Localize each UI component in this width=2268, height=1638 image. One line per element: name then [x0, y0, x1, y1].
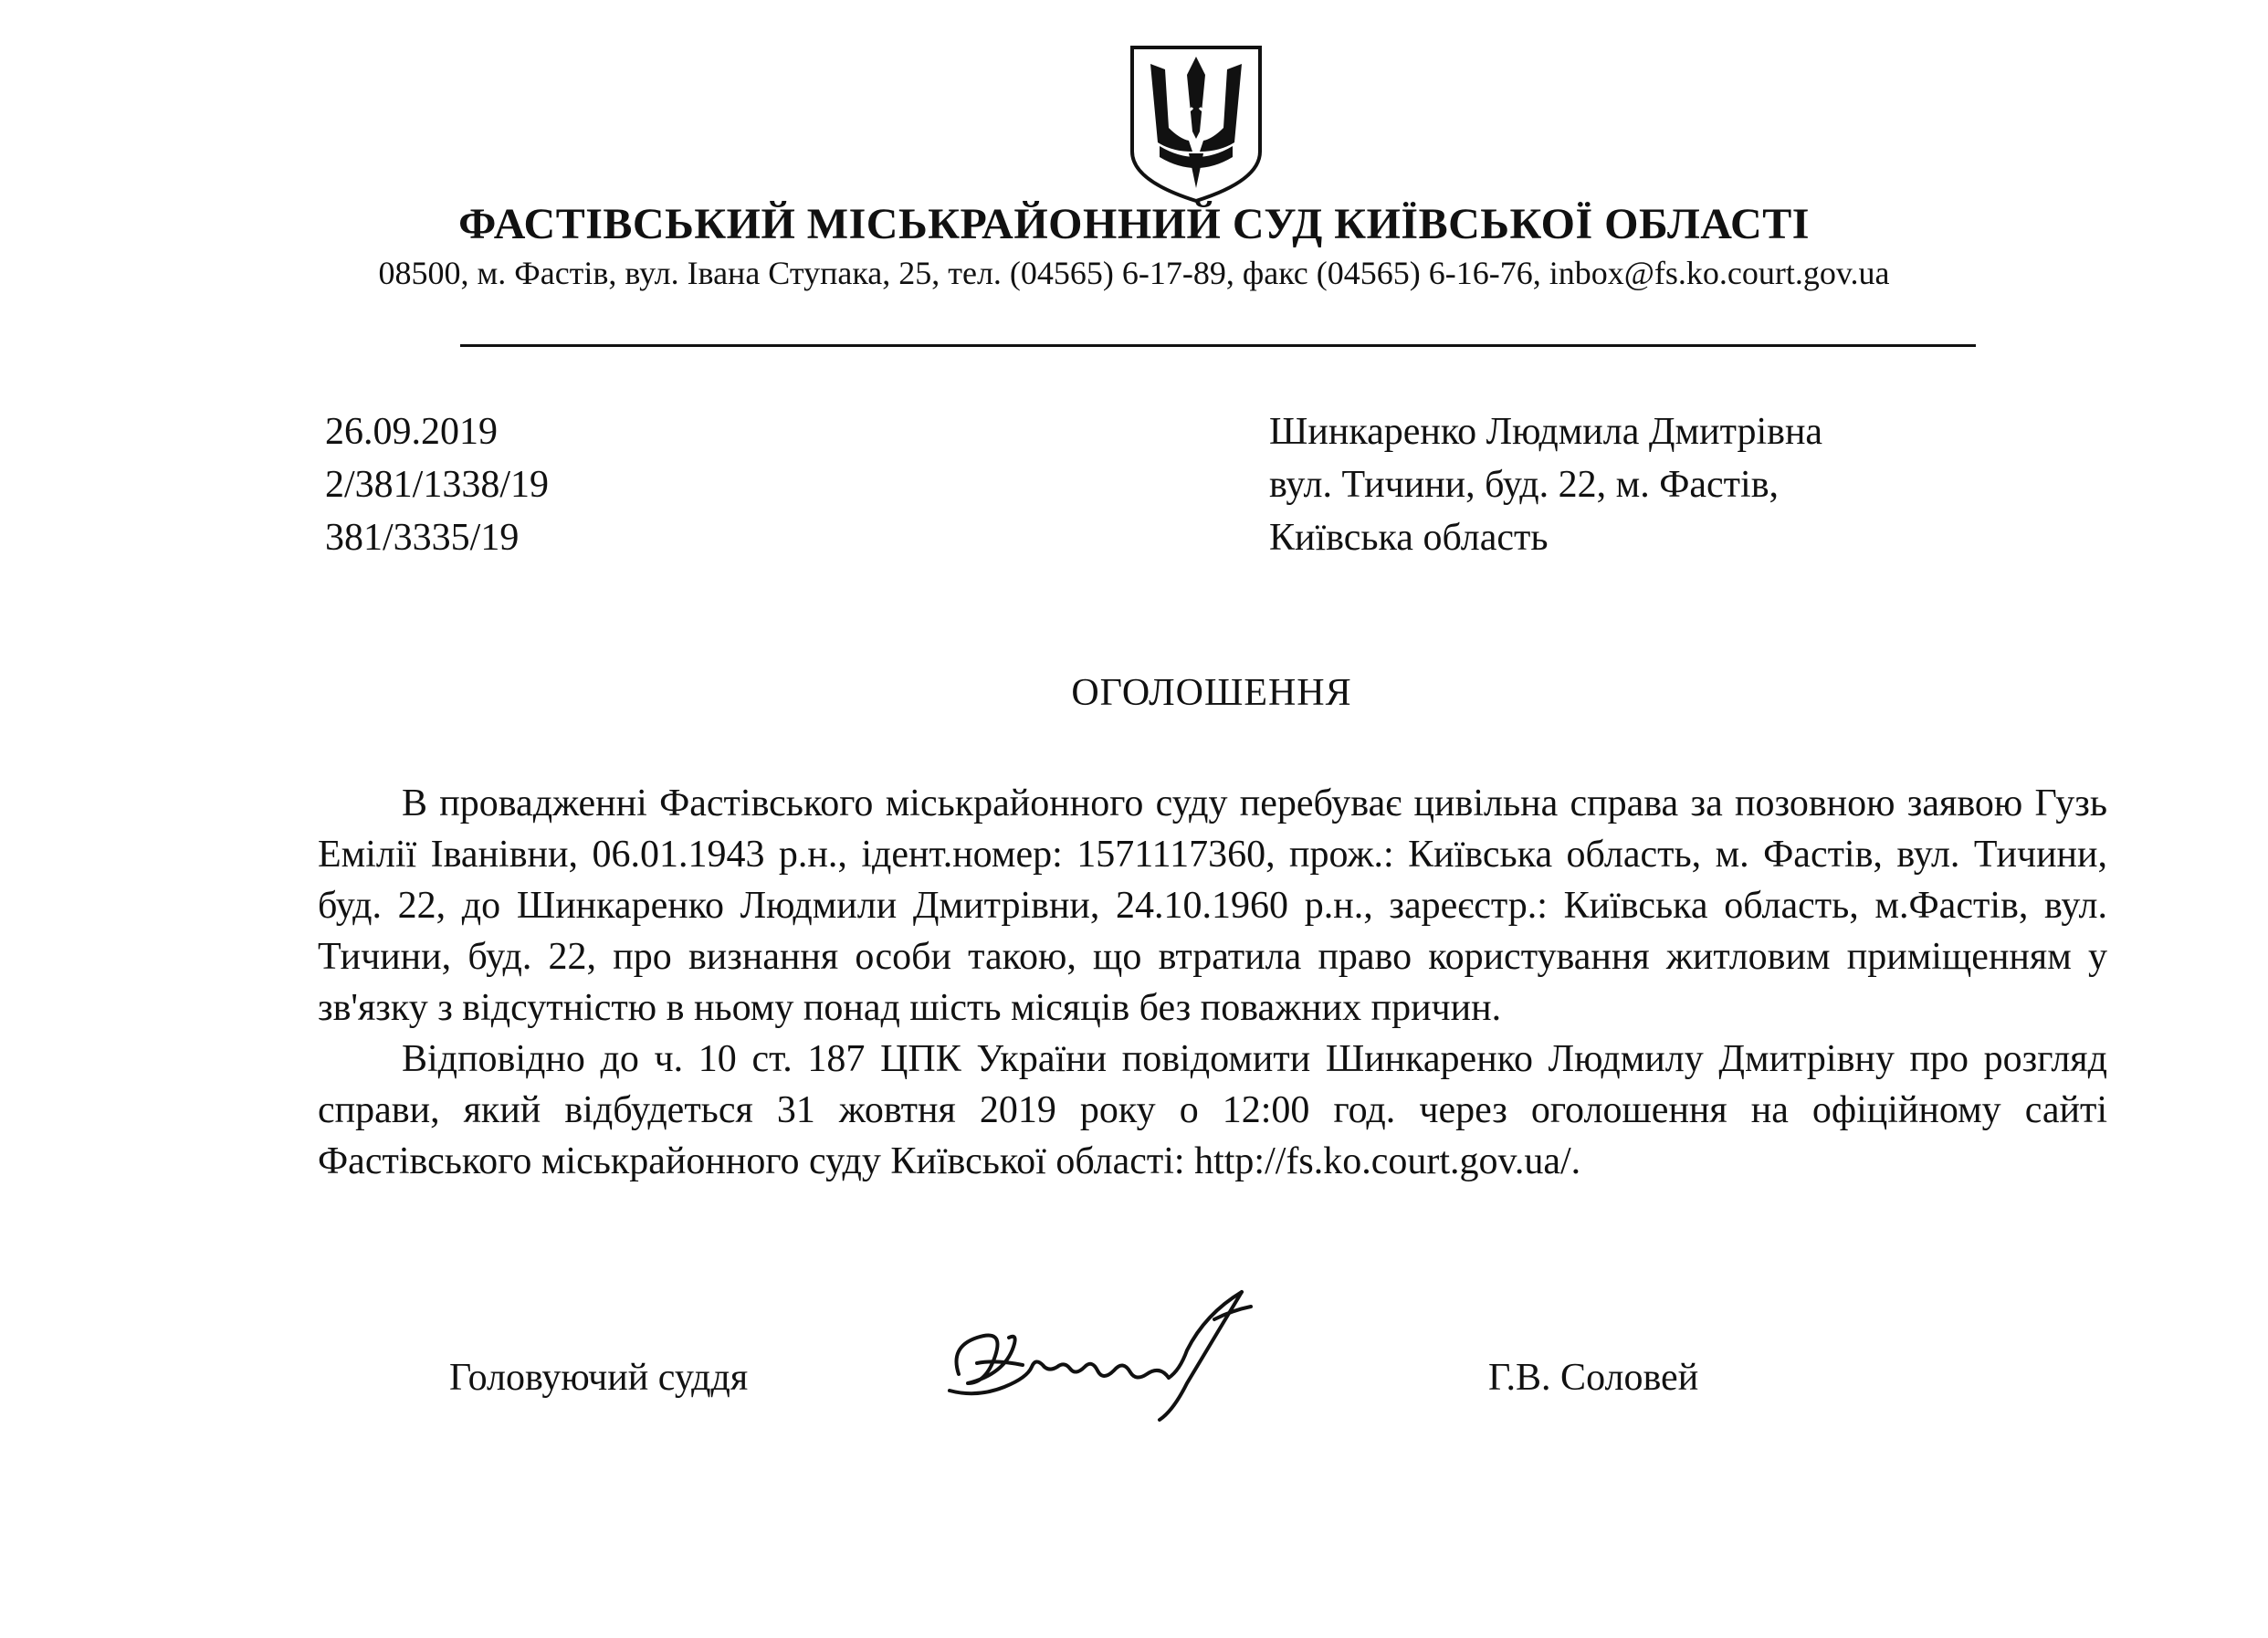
addressee-block — [1269, 405, 1822, 564]
signer-name: Г.В. Соловей — [1488, 1357, 1699, 1399]
addressee-name: Шинкаренко Людмила Дмитрівна — [1269, 411, 1823, 453]
addressee-address-line-1: вул. Тичини, буд. 22, м. Фастів, — [1269, 464, 1780, 506]
court-name: ФАСТІВСЬКИЙ МІСЬКРАЙОННИЙ СУД КИЇВСЬКОЇ ОБЛАСТІ — [458, 200, 1810, 248]
document-meta — [325, 405, 549, 564]
document-title: ОГОЛОШЕННЯ — [1071, 672, 1352, 714]
court-contacts: 08500, м. Фастів, вул. Івана Ступака, 25, тел. (04565) 6-17-89, факс (04565) 6-16-76, inbox@fs.ko.court.gov.ua — [378, 255, 1890, 291]
document-date: 26.09.2019 — [325, 411, 498, 453]
body-paragraph-1: В провадженні Фастівського міськрайонного суду перебуває цивільна справа за позовною заявою Гузь Емілії Іванівни, 06.01.1943 р.н., ідент.номер: 1571117360, прож.: Київська область, м. Фастів, вул. Тичини, буд. 22, до Шинкаренко Людмили Дмитрівни, 24.10.1960 р.н., зареєстр.: Київська область, м.Фастів, вул. Тичини, буд. 22, про визнання особи такою, що втратила право користування житловим приміщенням у зв'язку з відсутністю в ньому понад шість місяців без поважних причин. — [318, 782, 2107, 1029]
body-paragraph-2: Відповідно до ч. 10 ст. 187 ЦПК України повідомити Шинкаренко Людмилу Дмитрівну про розгляд справи, який відбудеться 31 жовтня 2019 року о 12:00 год. через оголошення на офіційному сайті Фастівського міськрайонного суду Київської області: http://fs.ko.court.gov.ua/. — [318, 1038, 2107, 1182]
addressee-address-line-2: Київська область — [1269, 517, 1549, 559]
header-divider — [460, 344, 1976, 347]
signer-role: Головуючий суддя — [449, 1357, 749, 1399]
announcement-body — [318, 778, 2107, 1187]
case-number-2: 381/3335/19 — [325, 517, 520, 559]
handwritten-signature — [940, 1283, 1287, 1429]
case-number-1: 2/381/1338/19 — [325, 464, 550, 506]
coat-of-arms-icon — [1129, 44, 1264, 205]
